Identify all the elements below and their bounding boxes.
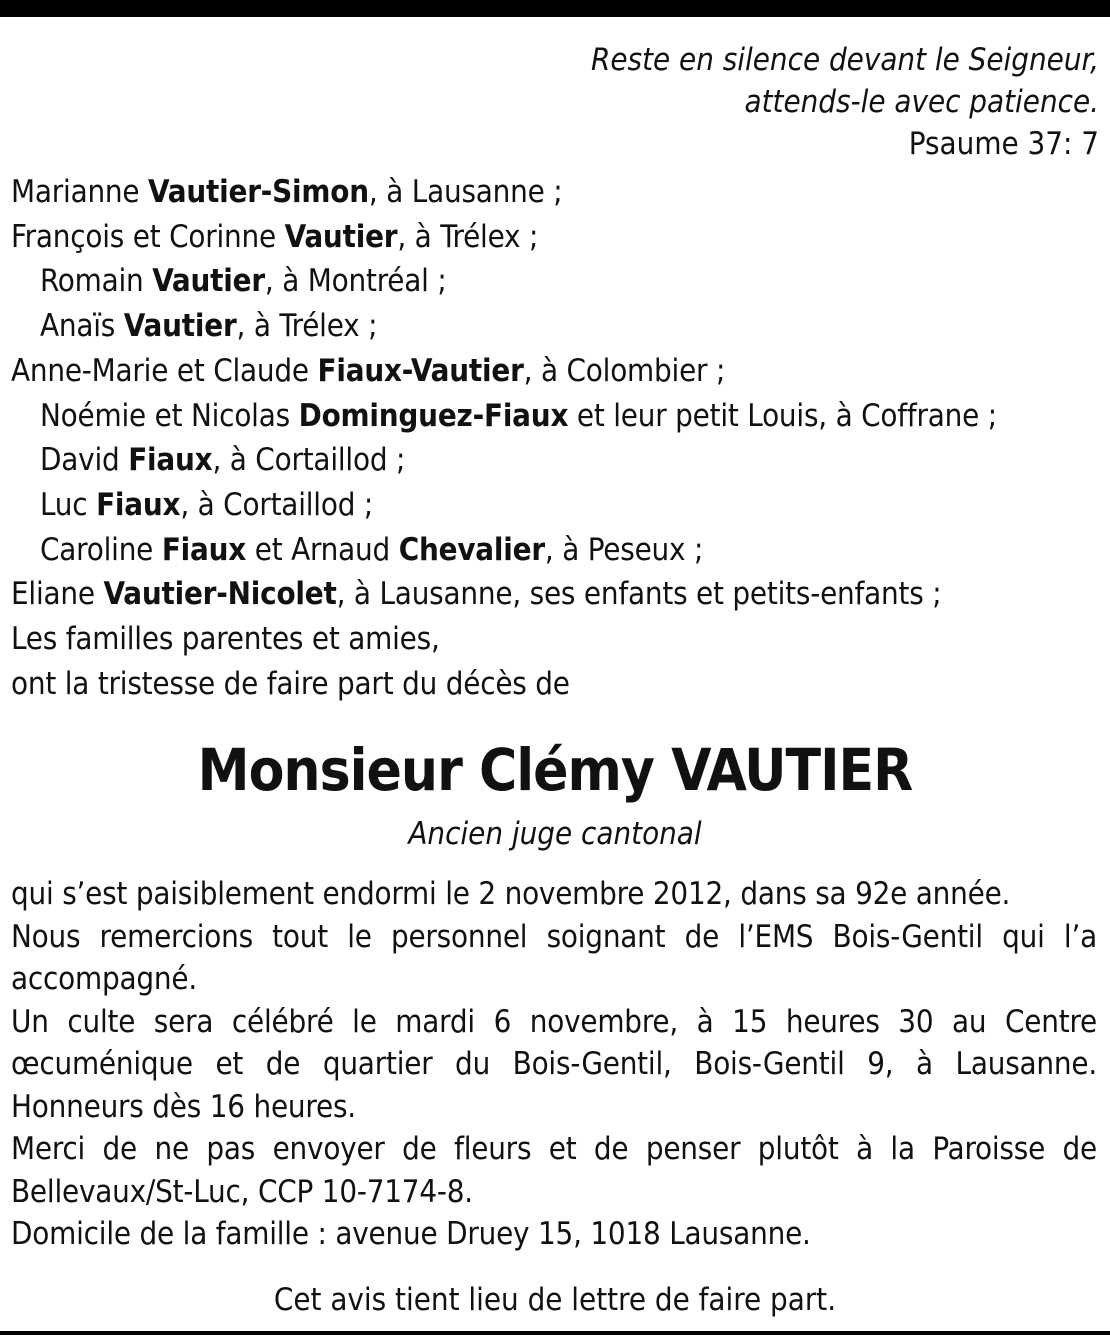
verse-line-1: Reste en silence devant le Seigneur,: [591, 42, 1099, 78]
family-surname: Fiaux: [128, 442, 213, 479]
family-surname: Vautier: [123, 308, 237, 345]
body-paragraph: Merci de ne pas envoyer de fleurs et de penser plutôt à la Paroisse de Bellevaux/St-Luc, CCP 10-7174-8.: [11, 1131, 1097, 1210]
body-paragraph: Nous remercions tout le personnel soignant de l’EMS Bois-Gentil qui l’a accompagné.: [11, 918, 1097, 997]
family-line: Marianne Vautier-Simon, à Lausanne ;: [11, 174, 563, 210]
family-surname: Fiaux-Vautier: [317, 352, 524, 389]
top-border-rule: [0, 0, 1110, 17]
deceased-title: Ancien juge cantonal: [408, 816, 702, 852]
verse-line-2: attends-le avec patience.: [744, 84, 1099, 120]
family-surname: Fiaux: [161, 531, 247, 568]
family-line: Noémie et Nicolas Dominguez-Fiaux et leur petit Louis, à Coffrane ;: [40, 397, 997, 434]
closing-note: Cet avis tient lieu de lettre de faire part.: [273, 1282, 837, 1318]
body-paragraph: Domicile de la famille : avenue Druey 15, 1018 Lausanne.: [11, 1216, 811, 1252]
body-paragraph: qui s’est paisiblement endormi le 2 novembre 2012, dans sa 92e année.: [11, 876, 1011, 912]
family-line: Les familles parentes et amies,: [11, 621, 440, 658]
family-surname: Dominguez-Fiaux: [298, 397, 569, 434]
family-line: François et Corinne Vautier, à Trélex ;: [11, 218, 539, 255]
family-line: David Fiaux, à Cortaillod ;: [40, 442, 406, 479]
family-line: Eliane Vautier-Nicolet, à Lausanne, ses enfants et petits-enfants ;: [11, 576, 942, 613]
family-list: [11, 170, 1101, 706]
family-line: Romain Vautier, à Montréal ;: [40, 263, 447, 300]
family-line: Anaïs Vautier, à Trélex ;: [40, 308, 378, 345]
family-surname: Fiaux: [96, 486, 181, 523]
bottom-border-rule: [0, 1331, 1110, 1335]
body-paragraph: Un culte sera célébré le mardi 6 novembre, à 15 heures 30 au Centre œcuménique et de quartier du Bois-Gentil, Bois-Gentil 9, à Lausanne. Honneurs dès 16 heures.: [11, 1003, 1097, 1125]
family-surname: Vautier: [152, 263, 265, 300]
family-surname: Chevalier: [398, 531, 545, 568]
family-line: Anne-Marie et Claude Fiaux-Vautier, à Colombier ;: [11, 352, 726, 389]
deceased-name: Monsieur Clémy VAUTIER: [197, 736, 913, 804]
announcement-intro: ont la tristesse de faire part du décès de: [11, 665, 570, 702]
psalm-verse: [591, 39, 1099, 165]
family-line: Luc Fiaux, à Cortaillod ;: [40, 486, 374, 523]
verse-reference: Psaume 37: 7: [908, 126, 1099, 162]
announcement-body: [11, 873, 1097, 1256]
family-surname: Vautier: [284, 218, 398, 255]
family-line: Caroline Fiaux et Arnaud Chevalier, à Peseux ;: [40, 531, 704, 568]
family-surname: Vautier-Simon: [148, 174, 369, 210]
family-surname: Vautier-Nicolet: [103, 576, 337, 613]
